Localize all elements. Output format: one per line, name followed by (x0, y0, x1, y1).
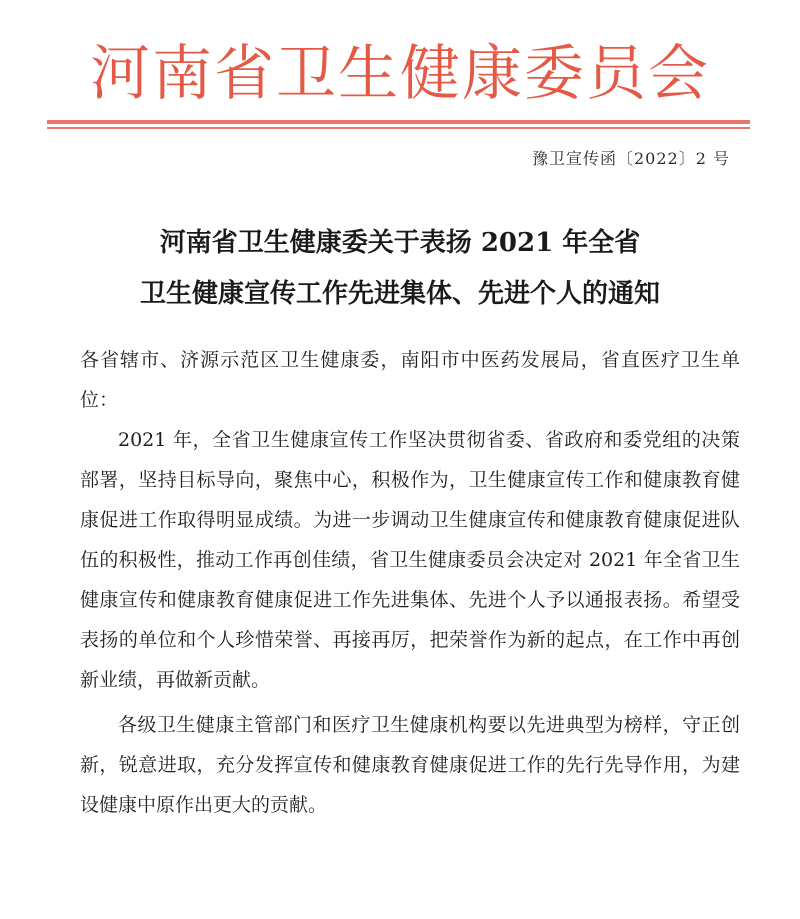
notice-title-line2: 卫生健康宣传工作先进集体、先进个人的通知 (139, 279, 660, 309)
document-number: 豫卫宣传函〔2022〕2 号 (532, 149, 730, 168)
salutation: 各省辖市、济源示范区卫生健康委，南阳市中医药发展局，省直医疗卫生单位： (80, 349, 740, 411)
organization-header: 河南省卫生健康委员会 (90, 39, 710, 109)
notice-body (80, 340, 740, 825)
notice-title-line1: 河南省卫生健康委关于表扬 2021 年全省 (159, 228, 641, 258)
header-rule-thick (47, 120, 750, 124)
body-paragraph-2: 各级卫生健康主管部门和医疗卫生健康机构要以先进典型为榜样，守正创新，锐意进取，充分发挥宣传和健康教育健康促进工作的先行先导作用，为建设健康中原作出更大的贡献。 (80, 714, 740, 816)
header-rule-thin (47, 127, 750, 129)
body-paragraph-1: 2021 年，全省卫生健康宣传工作坚决贯彻省委、省政府和委党组的决策部署，坚持目标导向，聚焦中心，积极作为，卫生健康宣传工作和健康教育健康促进工作取得明显成绩。为进一步调动卫生健康宣传和健康教育健康促进队伍的积极性，推动工作再创佳绩，省卫生健康委员会决定对 2021 年全省卫生健康宣传和健康教育健康促进工作先进集体、先进个人予以通报表扬。希望受表扬的单位和个人珍惜荣誉、再接再厉，把荣誉作为新的起点，在工作中再创新业绩，再做新贡献。 (80, 429, 740, 691)
